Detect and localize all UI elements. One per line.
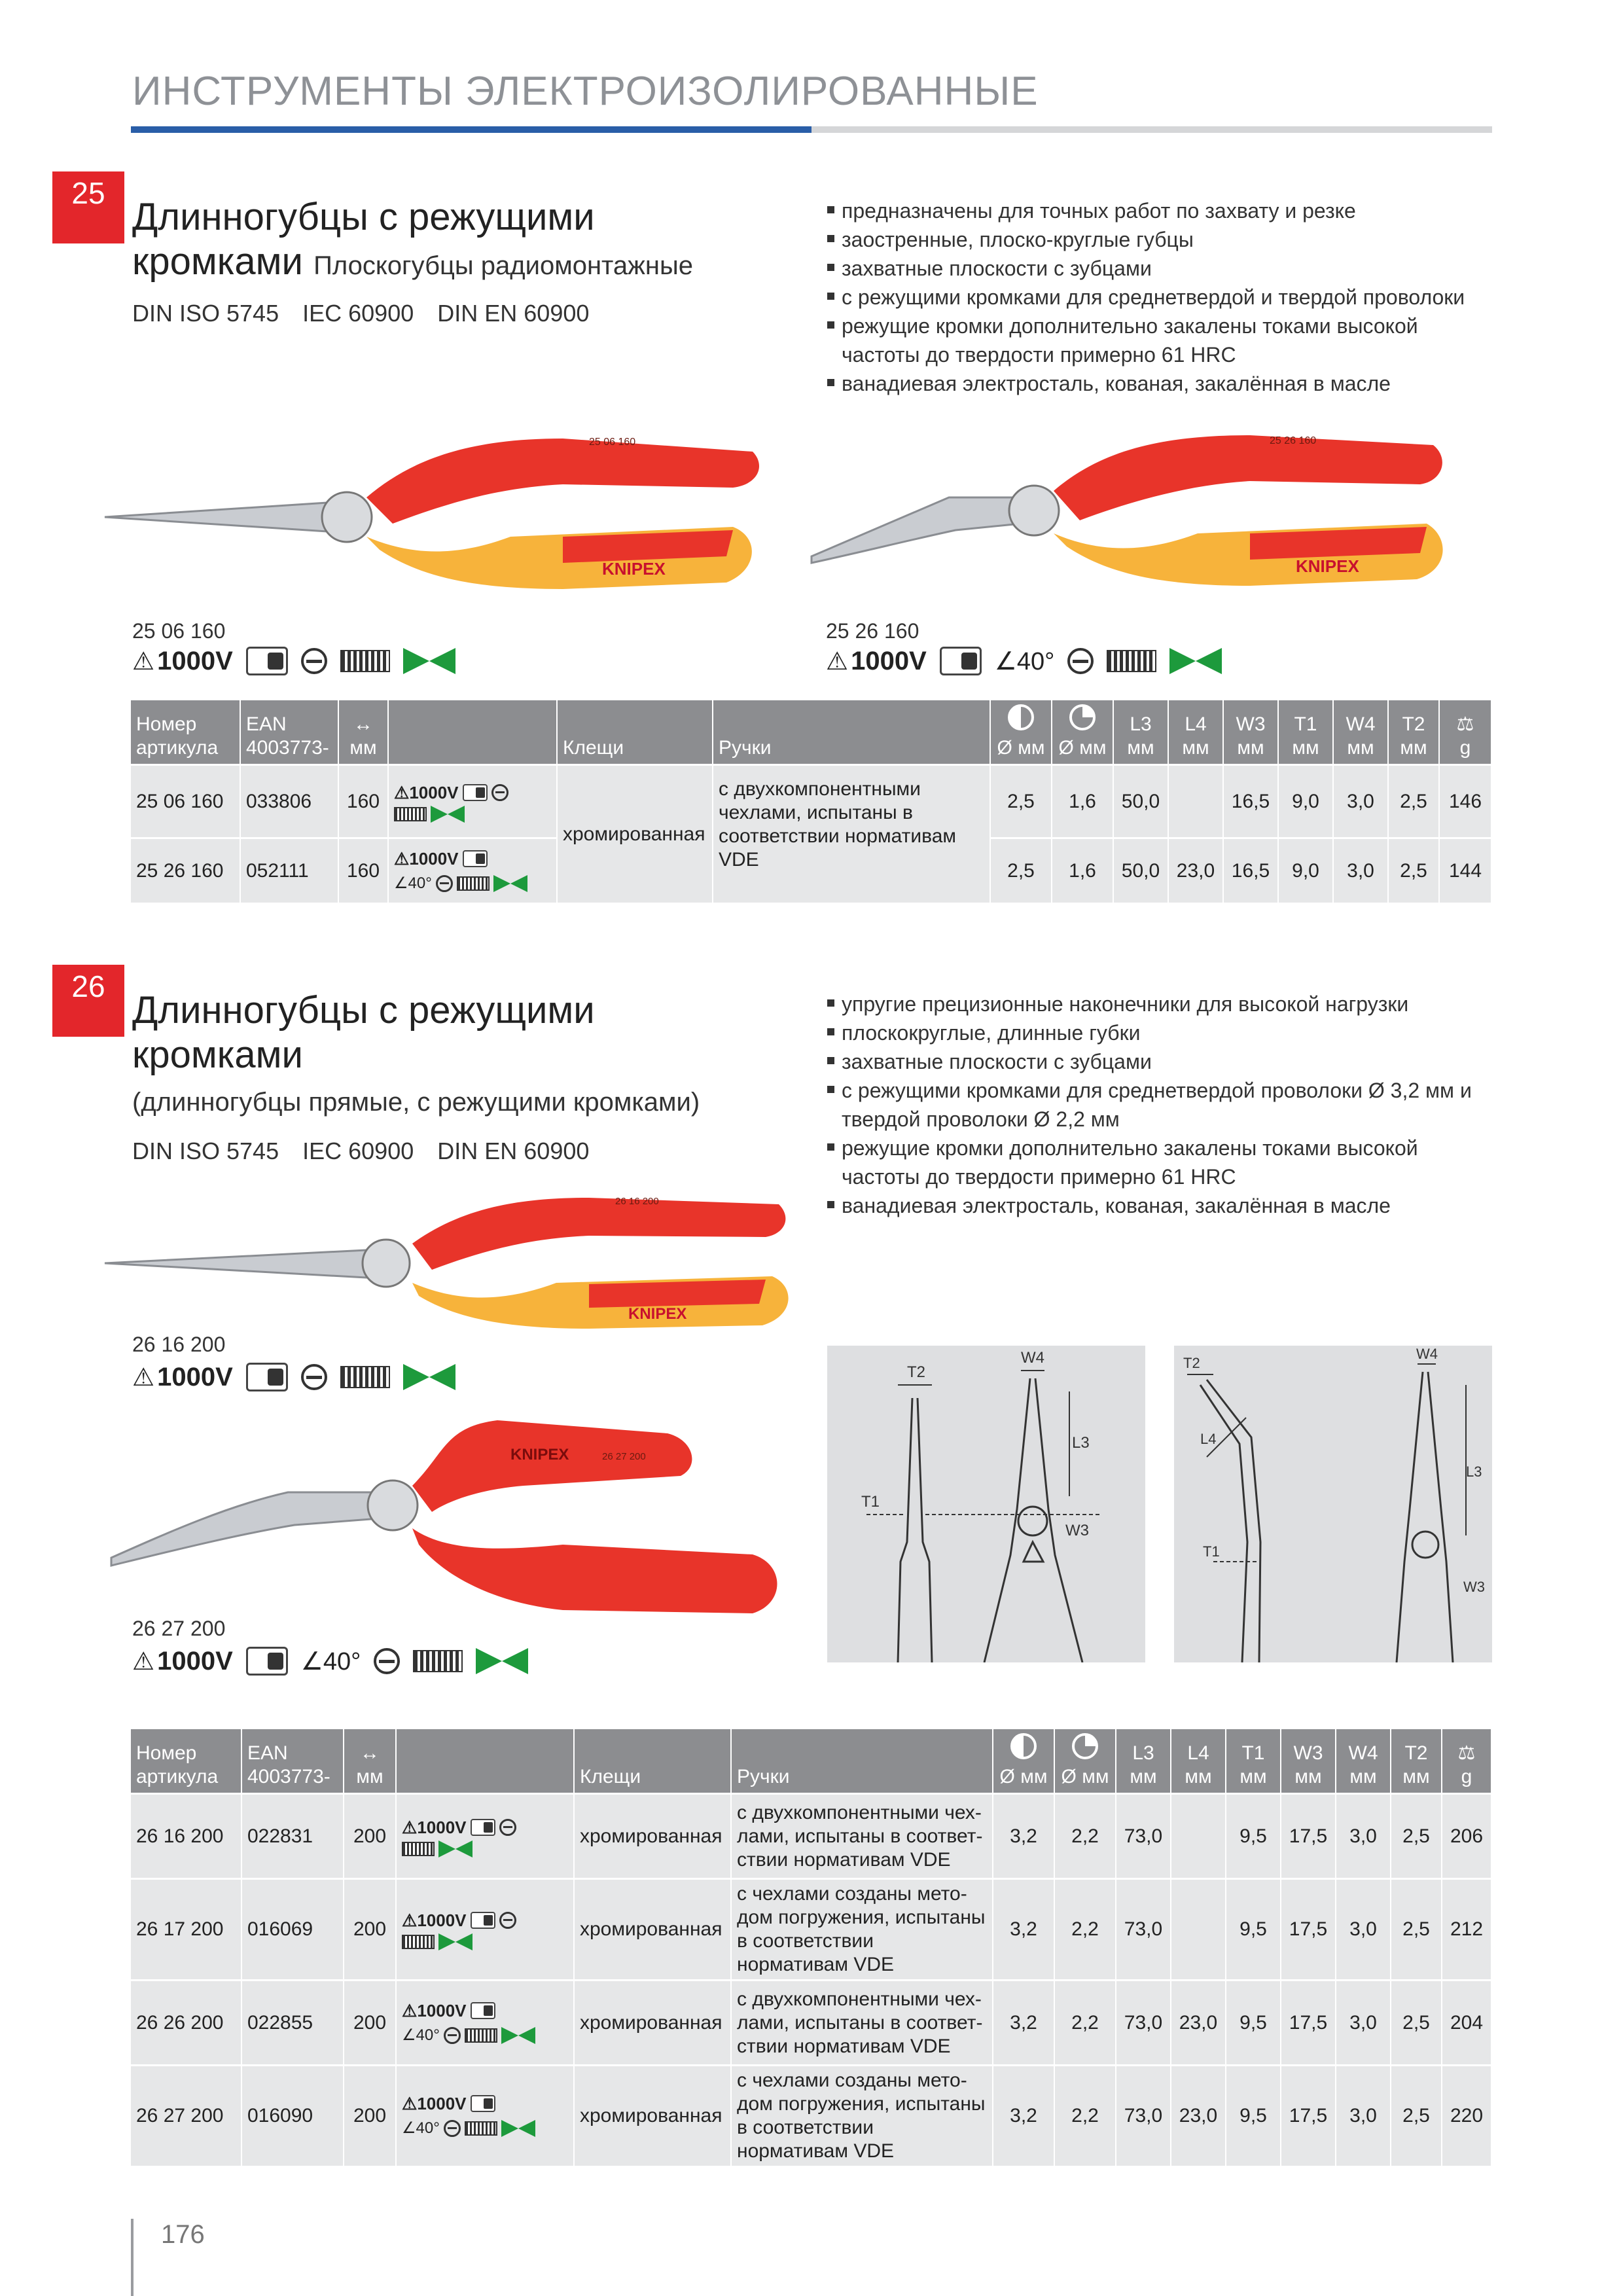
wire-medium-icon	[1010, 1733, 1037, 1759]
vde-test-icon	[471, 1819, 495, 1836]
col-t2: T2 мм	[1391, 1729, 1442, 1793]
section-title-line2: кромками	[132, 240, 303, 283]
length-arrow-icon: ↔	[360, 1742, 380, 1764]
cell-d2: 2,2	[1055, 1793, 1116, 1878]
cell-d1: 3,2	[993, 1793, 1055, 1878]
cell-l3: 73,0	[1116, 1979, 1171, 2064]
cell-ean: 033806	[241, 764, 339, 837]
col-t1: T1 мм	[1226, 1729, 1281, 1793]
cell-l3: 73,0	[1116, 2064, 1171, 2166]
grip-surface-icon	[1107, 650, 1156, 672]
cell-w3: 17,5	[1281, 1793, 1336, 1878]
section-badge: 25	[52, 171, 124, 243]
dim-label: W3	[1463, 1579, 1485, 1595]
dimension-diagram-straight	[827, 1346, 1145, 1662]
standard: IEC 60900	[302, 300, 414, 327]
cell-weight: 144	[1440, 837, 1492, 903]
dim-label: W3	[1065, 1522, 1089, 1539]
dimension-diagram-angled	[1174, 1346, 1492, 1662]
cell-d2: 2,2	[1055, 1878, 1116, 1979]
col-jaws: Клещи	[575, 1729, 732, 1793]
article-number: 25 26 160	[826, 619, 919, 643]
cell-length: 200	[344, 2064, 397, 2166]
col-ean: EAN 4003773-	[242, 1729, 344, 1793]
vde-test-icon	[246, 647, 288, 675]
cell-article: 26 27 200	[131, 2064, 242, 2166]
feature-item: режущие кромки дополнительно закалены токами высокой частоты до твердости примерно 61 HRC	[826, 312, 1500, 369]
cell-article: 26 17 200	[131, 1878, 242, 1979]
vde-test-icon	[471, 2095, 495, 2112]
section-title-line2: кромками	[132, 1033, 303, 1076]
cell-l4: 23,0	[1171, 2064, 1226, 2166]
col-l3: L3 мм	[1114, 700, 1169, 764]
cell-article: 26 26 200	[131, 1979, 242, 2064]
col-d2: Ø мм	[1055, 1729, 1116, 1793]
feature-item: с режущими кромками для среднетвердой проволоки Ø 3,2 мм и твердой проволоки Ø 2,2 мм	[826, 1076, 1500, 1134]
cell-d2: 1,6	[1052, 837, 1114, 903]
cell-jaws: хромированная	[575, 1878, 732, 1979]
vde-test-icon	[463, 784, 488, 801]
article-number: 26 16 200	[132, 1333, 226, 1356]
vde-test-icon	[940, 647, 982, 675]
scale-icon: ⚖	[1456, 713, 1474, 735]
grip-surface-icon	[457, 876, 490, 891]
cell-weight: 206	[1442, 1793, 1492, 1878]
col-t2: T2 мм	[1389, 700, 1440, 764]
table-header-row	[131, 700, 1492, 764]
multi-component-handle-icon	[438, 1933, 473, 1950]
cutting-edge-icon	[499, 1819, 516, 1836]
feature-item: заостренные, плоско-круглые губцы	[826, 225, 1500, 254]
col-w4: W4 мм	[1334, 700, 1389, 764]
col-icons	[389, 700, 558, 764]
cutting-edge-icon	[491, 784, 508, 801]
col-t1: T1 мм	[1279, 700, 1334, 764]
cell-l4: 23,0	[1169, 837, 1224, 903]
dim-label: T2	[1183, 1355, 1200, 1371]
cell-d1: 3,2	[993, 1878, 1055, 1979]
cell-handles: с двухкомпонентными чех-лами, испытаны в соответ-ствии нормативам VDE	[732, 1979, 993, 2064]
multi-component-handle-icon	[431, 806, 465, 823]
table-row	[131, 1878, 1492, 1979]
cell-t2: 2,5	[1391, 2064, 1442, 2166]
col-length: ↔ мм	[344, 1729, 397, 1793]
feature-item: ванадиевая электросталь, кованая, закалённая в масле	[826, 369, 1500, 398]
cell-length: 200	[344, 1979, 397, 2064]
col-length: ↔ мм	[339, 700, 389, 764]
standard: DIN EN 60900	[437, 300, 590, 327]
dim-label: L3	[1466, 1463, 1482, 1480]
grip-surface-icon	[402, 1842, 435, 1856]
cell-t1: 9,0	[1279, 764, 1334, 837]
cell-l4	[1169, 764, 1224, 837]
cell-d2: 2,2	[1055, 2064, 1116, 2166]
vde-test-icon	[471, 2002, 495, 2019]
cell-w4: 3,0	[1334, 837, 1389, 903]
cell-jaws: хромированная	[575, 1793, 732, 1878]
section-title	[132, 195, 693, 288]
standard: IEC 60900	[302, 1138, 414, 1164]
cell-length: 160	[339, 837, 389, 903]
section-title	[132, 988, 595, 1077]
vde-test-icon	[246, 1363, 288, 1391]
col-jaws: Клещи	[558, 700, 713, 764]
feature-item: режущие кромки дополнительно закалены токами высокой частоты до твердости примерно 61 HRC	[826, 1134, 1500, 1191]
voltage-icon: ⚠ 1000V	[132, 1362, 233, 1391]
multi-component-handle-icon	[438, 1840, 473, 1857]
brand-mark: KNIPEX	[602, 559, 666, 579]
brand-mark: KNIPEX	[510, 1446, 569, 1463]
angle-icon: ∠40°	[402, 2026, 440, 2044]
pliers-angled-image	[805, 425, 1459, 615]
cell-weight: 204	[1442, 1979, 1492, 2064]
col-d1: Ø мм	[991, 700, 1052, 764]
feature-list	[826, 990, 1500, 1220]
wire-hard-icon	[1072, 1733, 1098, 1759]
cell-t2: 2,5	[1391, 1793, 1442, 1878]
cell-t2: 2,5	[1391, 1878, 1442, 1979]
feature-item: захватные плоскости с зубцами	[826, 1047, 1500, 1076]
header-rule-accent	[131, 126, 812, 133]
feature-list	[826, 196, 1500, 398]
grip-surface-icon	[402, 1935, 435, 1949]
cell-article: 25 26 160	[131, 837, 241, 903]
cell-w4: 3,0	[1336, 1793, 1391, 1878]
dim-label: T2	[907, 1363, 926, 1381]
feature-icons	[132, 643, 455, 679]
pliers-straight-image	[105, 1185, 798, 1342]
pliers-straight-image	[105, 425, 759, 615]
engraving: 26 27 200	[602, 1451, 646, 1462]
cell-w4: 3,0	[1336, 1979, 1391, 2064]
cell-length: 160	[339, 764, 389, 837]
cell-t2: 2,5	[1389, 837, 1440, 903]
spec-table	[131, 700, 1492, 903]
cell-t2: 2,5	[1391, 1979, 1442, 2064]
angle-icon: ∠40°	[394, 874, 432, 892]
col-handles: Ручки	[732, 1729, 993, 1793]
dim-label: L3	[1072, 1434, 1090, 1452]
section-title-line1: Длинногубцы с режущими	[132, 989, 595, 1031]
cell-icons: ⚠1000V	[397, 1793, 575, 1878]
spec-table	[131, 1729, 1492, 2166]
cell-jaws: хромированная	[558, 764, 713, 903]
grip-surface-icon	[465, 2121, 497, 2136]
col-w3: W3 мм	[1224, 700, 1279, 764]
angle-icon: ∠40°	[402, 2119, 440, 2137]
cell-handles: с чехлами созданы мето-дом погружения, испытаны в соответствии нормативам VDE	[732, 1878, 993, 1979]
cell-t1: 9,5	[1226, 1979, 1281, 2064]
col-handles: Ручки	[713, 700, 991, 764]
multi-component-handle-icon	[1169, 648, 1222, 674]
brand-mark: KNIPEX	[628, 1305, 687, 1323]
cell-article: 26 16 200	[131, 1793, 242, 1878]
voltage-icon: ⚠ 1000V	[826, 646, 927, 675]
col-d1: Ø мм	[993, 1729, 1055, 1793]
cell-w3: 17,5	[1281, 1979, 1336, 2064]
cell-weight: 212	[1442, 1878, 1492, 1979]
feature-item: захватные плоскости с зубцами	[826, 254, 1500, 283]
cutting-edge-icon	[1067, 648, 1094, 674]
cell-ean: 022855	[242, 1979, 344, 2064]
cell-length: 200	[344, 1878, 397, 1979]
feature-item: предназначены для точных работ по захвату и резке	[826, 196, 1500, 225]
cell-jaws: хромированная	[575, 2064, 732, 2166]
col-article: Номер артикула	[131, 700, 241, 764]
multi-component-handle-icon	[476, 1648, 528, 1674]
standards	[132, 300, 606, 327]
table-row	[131, 2064, 1492, 2166]
cell-l4	[1171, 1793, 1226, 1878]
table-body	[131, 1793, 1492, 2166]
cell-t1: 9,5	[1226, 2064, 1281, 2166]
angle-icon: ∠40°	[300, 1647, 361, 1676]
engraving: 26 16 200	[615, 1196, 659, 1207]
col-icons	[397, 1729, 575, 1793]
cell-l3: 50,0	[1114, 837, 1169, 903]
cell-icons: ⚠1000V	[389, 764, 558, 837]
cutting-edge-icon	[444, 2027, 461, 2044]
cell-t2: 2,5	[1389, 764, 1440, 837]
cutting-edge-icon	[444, 2120, 461, 2137]
cell-icons: ⚠1000V	[397, 1878, 575, 1979]
vde-test-icon	[471, 1912, 495, 1929]
cell-w3: 17,5	[1281, 1878, 1336, 1979]
vde-test-icon	[246, 1647, 288, 1676]
cell-l4: 23,0	[1171, 1979, 1226, 2064]
cell-weight: 146	[1440, 764, 1492, 837]
grip-surface-icon	[340, 1366, 390, 1388]
cell-icons: ⚠1000V ∠40°	[397, 1979, 575, 2064]
cell-t1: 9,0	[1279, 837, 1334, 903]
cell-d1: 3,2	[993, 2064, 1055, 2166]
length-arrow-icon: ↔	[353, 713, 373, 735]
dim-label: T1	[861, 1493, 880, 1511]
grip-surface-icon	[465, 2028, 497, 2043]
cell-article: 25 06 160	[131, 764, 241, 837]
engraving: 25 06 160	[589, 437, 636, 448]
section-badge: 26	[52, 965, 124, 1037]
multi-component-handle-icon	[403, 1364, 455, 1390]
col-w3: W3 мм	[1281, 1729, 1336, 1793]
article-number: 26 27 200	[132, 1617, 226, 1640]
cell-w3: 16,5	[1224, 764, 1279, 837]
col-ean: EAN 4003773-	[241, 700, 339, 764]
cell-ean: 016090	[242, 2064, 344, 2166]
cell-ean: 016069	[242, 1878, 344, 1979]
feature-icons	[132, 1359, 455, 1395]
col-article: Номер артикула	[131, 1729, 242, 1793]
table-header-row	[131, 1729, 1492, 1793]
multi-component-handle-icon	[493, 875, 527, 892]
cell-ean: 022831	[242, 1793, 344, 1878]
cell-weight: 220	[1442, 2064, 1492, 2166]
feature-icons	[132, 1643, 528, 1679]
col-weight: ⚖ g	[1440, 700, 1492, 764]
engraving: 25 26 160	[1270, 435, 1317, 446]
voltage-icon: ⚠ 1000V	[132, 646, 233, 675]
cell-handles: с чехлами созданы мето-дом погружения, испытаны в соответствии нормативам VDE	[732, 2064, 993, 2166]
table-row	[131, 764, 1492, 837]
col-l4: L4 мм	[1169, 700, 1224, 764]
section-title-line1: Длинногубцы с режущими	[132, 196, 595, 238]
cell-w4: 3,0	[1334, 764, 1389, 837]
cell-icons: ⚠1000V ∠40°	[397, 2064, 575, 2166]
grip-surface-icon	[394, 807, 427, 821]
feature-item: упругие прецизионные наконечники для высокой нагрузки	[826, 990, 1500, 1018]
dim-label: L4	[1200, 1431, 1217, 1447]
cell-w4: 3,0	[1336, 1878, 1391, 1979]
multi-component-handle-icon	[403, 648, 455, 674]
multi-component-handle-icon	[501, 2027, 535, 2044]
col-weight: ⚖ g	[1442, 1729, 1492, 1793]
cutting-edge-icon	[436, 875, 453, 892]
angle-icon: ∠40°	[994, 647, 1055, 675]
cell-l3: 73,0	[1116, 1878, 1171, 1979]
cutting-edge-icon	[301, 1364, 327, 1390]
cell-l3: 50,0	[1114, 764, 1169, 837]
dim-label: T1	[1203, 1543, 1220, 1560]
cell-w4: 3,0	[1336, 2064, 1391, 2166]
footer-rule	[131, 2219, 134, 2296]
page-header-title: ИНСТРУМЕНТЫ ЭЛЕКТРОИЗОЛИРОВАННЫЕ	[132, 69, 1039, 114]
voltage-icon: ⚠ 1000V	[132, 1646, 233, 1676]
header-rule	[812, 126, 1492, 133]
cell-d1: 2,5	[991, 764, 1052, 837]
grip-surface-icon	[413, 1650, 463, 1672]
feature-item: ванадиевая электросталь, кованая, закалённая в масле	[826, 1191, 1500, 1220]
cell-l3: 73,0	[1116, 1793, 1171, 1878]
cell-handles: с двухкомпонентными чехлами, испытаны в соответствии нормативам VDE	[713, 764, 991, 903]
scale-icon: ⚖	[1457, 1742, 1476, 1764]
cell-w3: 17,5	[1281, 2064, 1336, 2166]
section-subtitle: Плоскогубцы радиомонтажные	[313, 251, 693, 280]
article-number: 25 06 160	[132, 619, 226, 643]
page-number: 176	[161, 2220, 205, 2249]
table-row	[131, 1979, 1492, 2064]
cell-d1: 2,5	[991, 837, 1052, 903]
standards	[132, 1138, 606, 1165]
cell-d2: 2,2	[1055, 1979, 1116, 2064]
feature-item: плоскокруглые, длинные губки	[826, 1018, 1500, 1047]
col-l4: L4 мм	[1171, 1729, 1226, 1793]
wire-hard-icon	[1069, 704, 1096, 730]
cell-l4	[1171, 1878, 1226, 1979]
cutting-edge-icon	[499, 1912, 516, 1929]
standard: DIN ISO 5745	[132, 300, 279, 327]
pliers-angled-image	[105, 1414, 798, 1630]
table-row	[131, 1793, 1492, 1878]
grip-surface-icon	[340, 650, 390, 672]
cutting-edge-icon	[374, 1648, 400, 1674]
cell-t1: 9,5	[1226, 1793, 1281, 1878]
section-subtitle: (длинногубцы прямые, с режущими кромками)	[132, 1088, 700, 1117]
cutting-edge-icon	[301, 648, 327, 674]
dim-label: W4	[1416, 1346, 1438, 1362]
col-w4: W4 мм	[1336, 1729, 1391, 1793]
cell-length: 200	[344, 1793, 397, 1878]
feature-icons	[826, 643, 1222, 679]
vde-test-icon	[463, 850, 488, 867]
cell-handles: с двухкомпонентными чех-лами, испытаны в соответ-ствии нормативам VDE	[732, 1793, 993, 1878]
col-l3: L3 мм	[1116, 1729, 1171, 1793]
cell-d2: 1,6	[1052, 764, 1114, 837]
cell-w3: 16,5	[1224, 837, 1279, 903]
standard: DIN EN 60900	[437, 1138, 590, 1164]
cell-icons: ⚠1000V ∠40°	[389, 837, 558, 903]
section-title-line2-wrap	[132, 240, 693, 288]
brand-mark: KNIPEX	[1296, 556, 1359, 576]
wire-medium-icon	[1008, 704, 1034, 730]
multi-component-handle-icon	[501, 2120, 535, 2137]
dim-label: W4	[1021, 1349, 1044, 1367]
cell-ean: 052111	[241, 837, 339, 903]
cell-t1: 9,5	[1226, 1878, 1281, 1979]
cell-d1: 3,2	[993, 1979, 1055, 2064]
cell-jaws: хромированная	[575, 1979, 732, 2064]
col-d2: Ø мм	[1052, 700, 1114, 764]
feature-item: с режущими кромками для среднетвердой и твердой проволоки	[826, 283, 1500, 312]
standard: DIN ISO 5745	[132, 1138, 279, 1164]
